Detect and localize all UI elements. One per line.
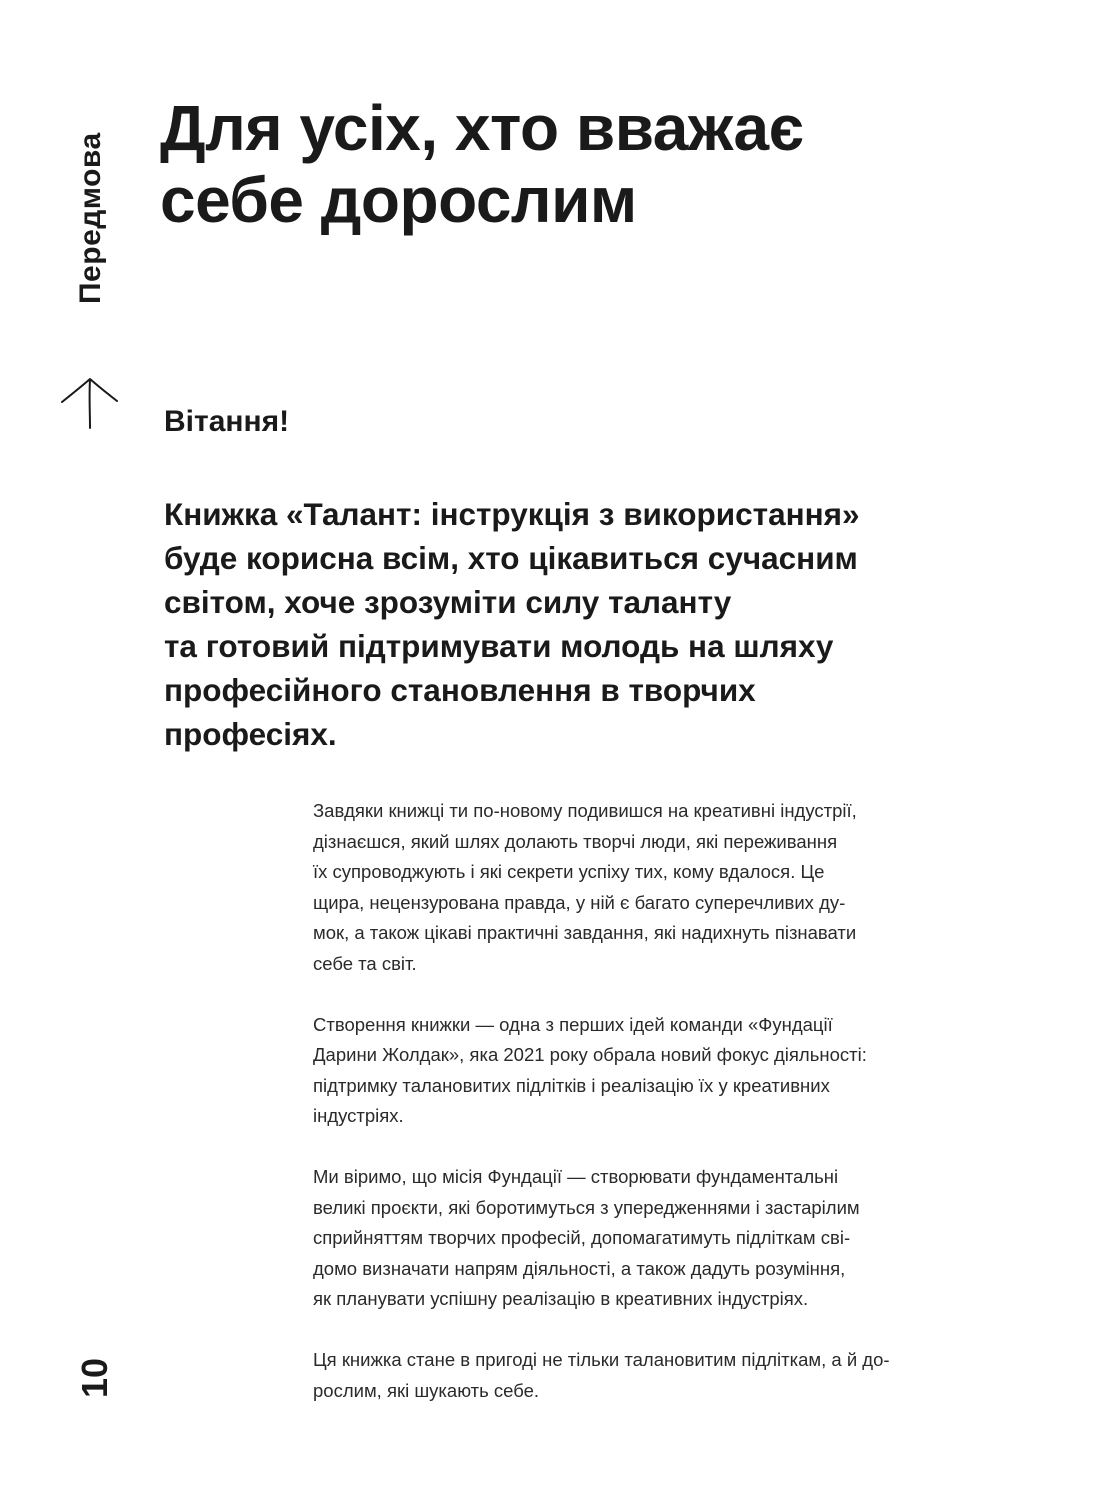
- body-paragraph-2: [313, 1010, 993, 1132]
- page-number: [72, 1352, 115, 1402]
- body-line: домо визначати напрям діяльності, а також дадуть розуміння,: [313, 1257, 846, 1279]
- body-paragraph-4: [313, 1345, 993, 1406]
- body-line: Завдяки книжці ти по-новому подивишся на креативні індустрії,: [313, 800, 857, 821]
- title-highlight: [321, 164, 637, 236]
- body-line: сприйняттям творчих професій, допомагатимуть підліткам сві-: [313, 1227, 851, 1249]
- body-line: Створення книжки — одна з перших ідей команди «Фундації: [313, 1013, 833, 1035]
- title-line-2-prefix: себе: [160, 164, 321, 236]
- title-line-2: [160, 164, 1060, 236]
- body-paragraph-1: [313, 796, 993, 980]
- lead-line: Книжка «Талант: інструкція з використання»: [164, 496, 860, 532]
- body-text: [313, 796, 993, 1436]
- body-line: Дарини Жолдак», яка 2021 року обрала новий фокус діяльності:: [313, 1044, 867, 1066]
- lead-line: буде корисна всім, хто цікавиться сучасним: [164, 540, 858, 576]
- lead-line: професійного становлення в творчих: [164, 672, 756, 708]
- greeting: Вітання!: [164, 405, 290, 438]
- body-line: Ми віримо, що місія Фундації — створювати фундаментальні: [313, 1165, 839, 1187]
- title-line-1: Для усіх, хто вважає: [160, 92, 804, 164]
- body-line: дізнаєшся, який шлях долають творчі люди, які переживання: [313, 830, 838, 852]
- body-paragraph-3: [313, 1162, 993, 1315]
- page-title: [160, 92, 1060, 236]
- body-line: підтримку талановитих підлітків і реалізацію їх у креативних: [313, 1074, 830, 1096]
- section-label-text: Передмова: [74, 132, 107, 304]
- body-line: великі проєкти, які боротимуться з упередженнями і застарілим: [313, 1196, 860, 1218]
- body-line: як планувати успішну реалізацію в креативних індустріях.: [313, 1288, 809, 1310]
- body-line: мок, а також цікаві практичні завдання, які надихнуть пізнавати: [313, 922, 857, 944]
- body-line: індустріях.: [313, 1105, 404, 1127]
- lead-line: та готовий підтримувати молодь на шляху: [164, 628, 834, 664]
- body-line: рослим, які шукають себе.: [313, 1379, 540, 1401]
- page-number-text: 10: [74, 1357, 115, 1398]
- arrow-up-icon: [58, 372, 120, 434]
- section-label: [74, 100, 114, 310]
- body-line: себе та світ.: [313, 952, 417, 974]
- body-line: щира, нецензурована правда, у ній є багато суперечливих ду-: [313, 891, 846, 913]
- lead-paragraph: [164, 492, 984, 756]
- title-highlight-text: дорослим: [320, 164, 637, 236]
- lead-line: професіях.: [164, 716, 337, 752]
- lead-line: світом, хоче зрозуміти силу таланту: [164, 584, 732, 620]
- body-line: Ця книжка стане в пригоді не тільки талановитим підліткам, а й до-: [313, 1348, 890, 1370]
- body-line: їх супроводжують і які секрети успіху тих, кому вдалося. Це: [313, 861, 825, 883]
